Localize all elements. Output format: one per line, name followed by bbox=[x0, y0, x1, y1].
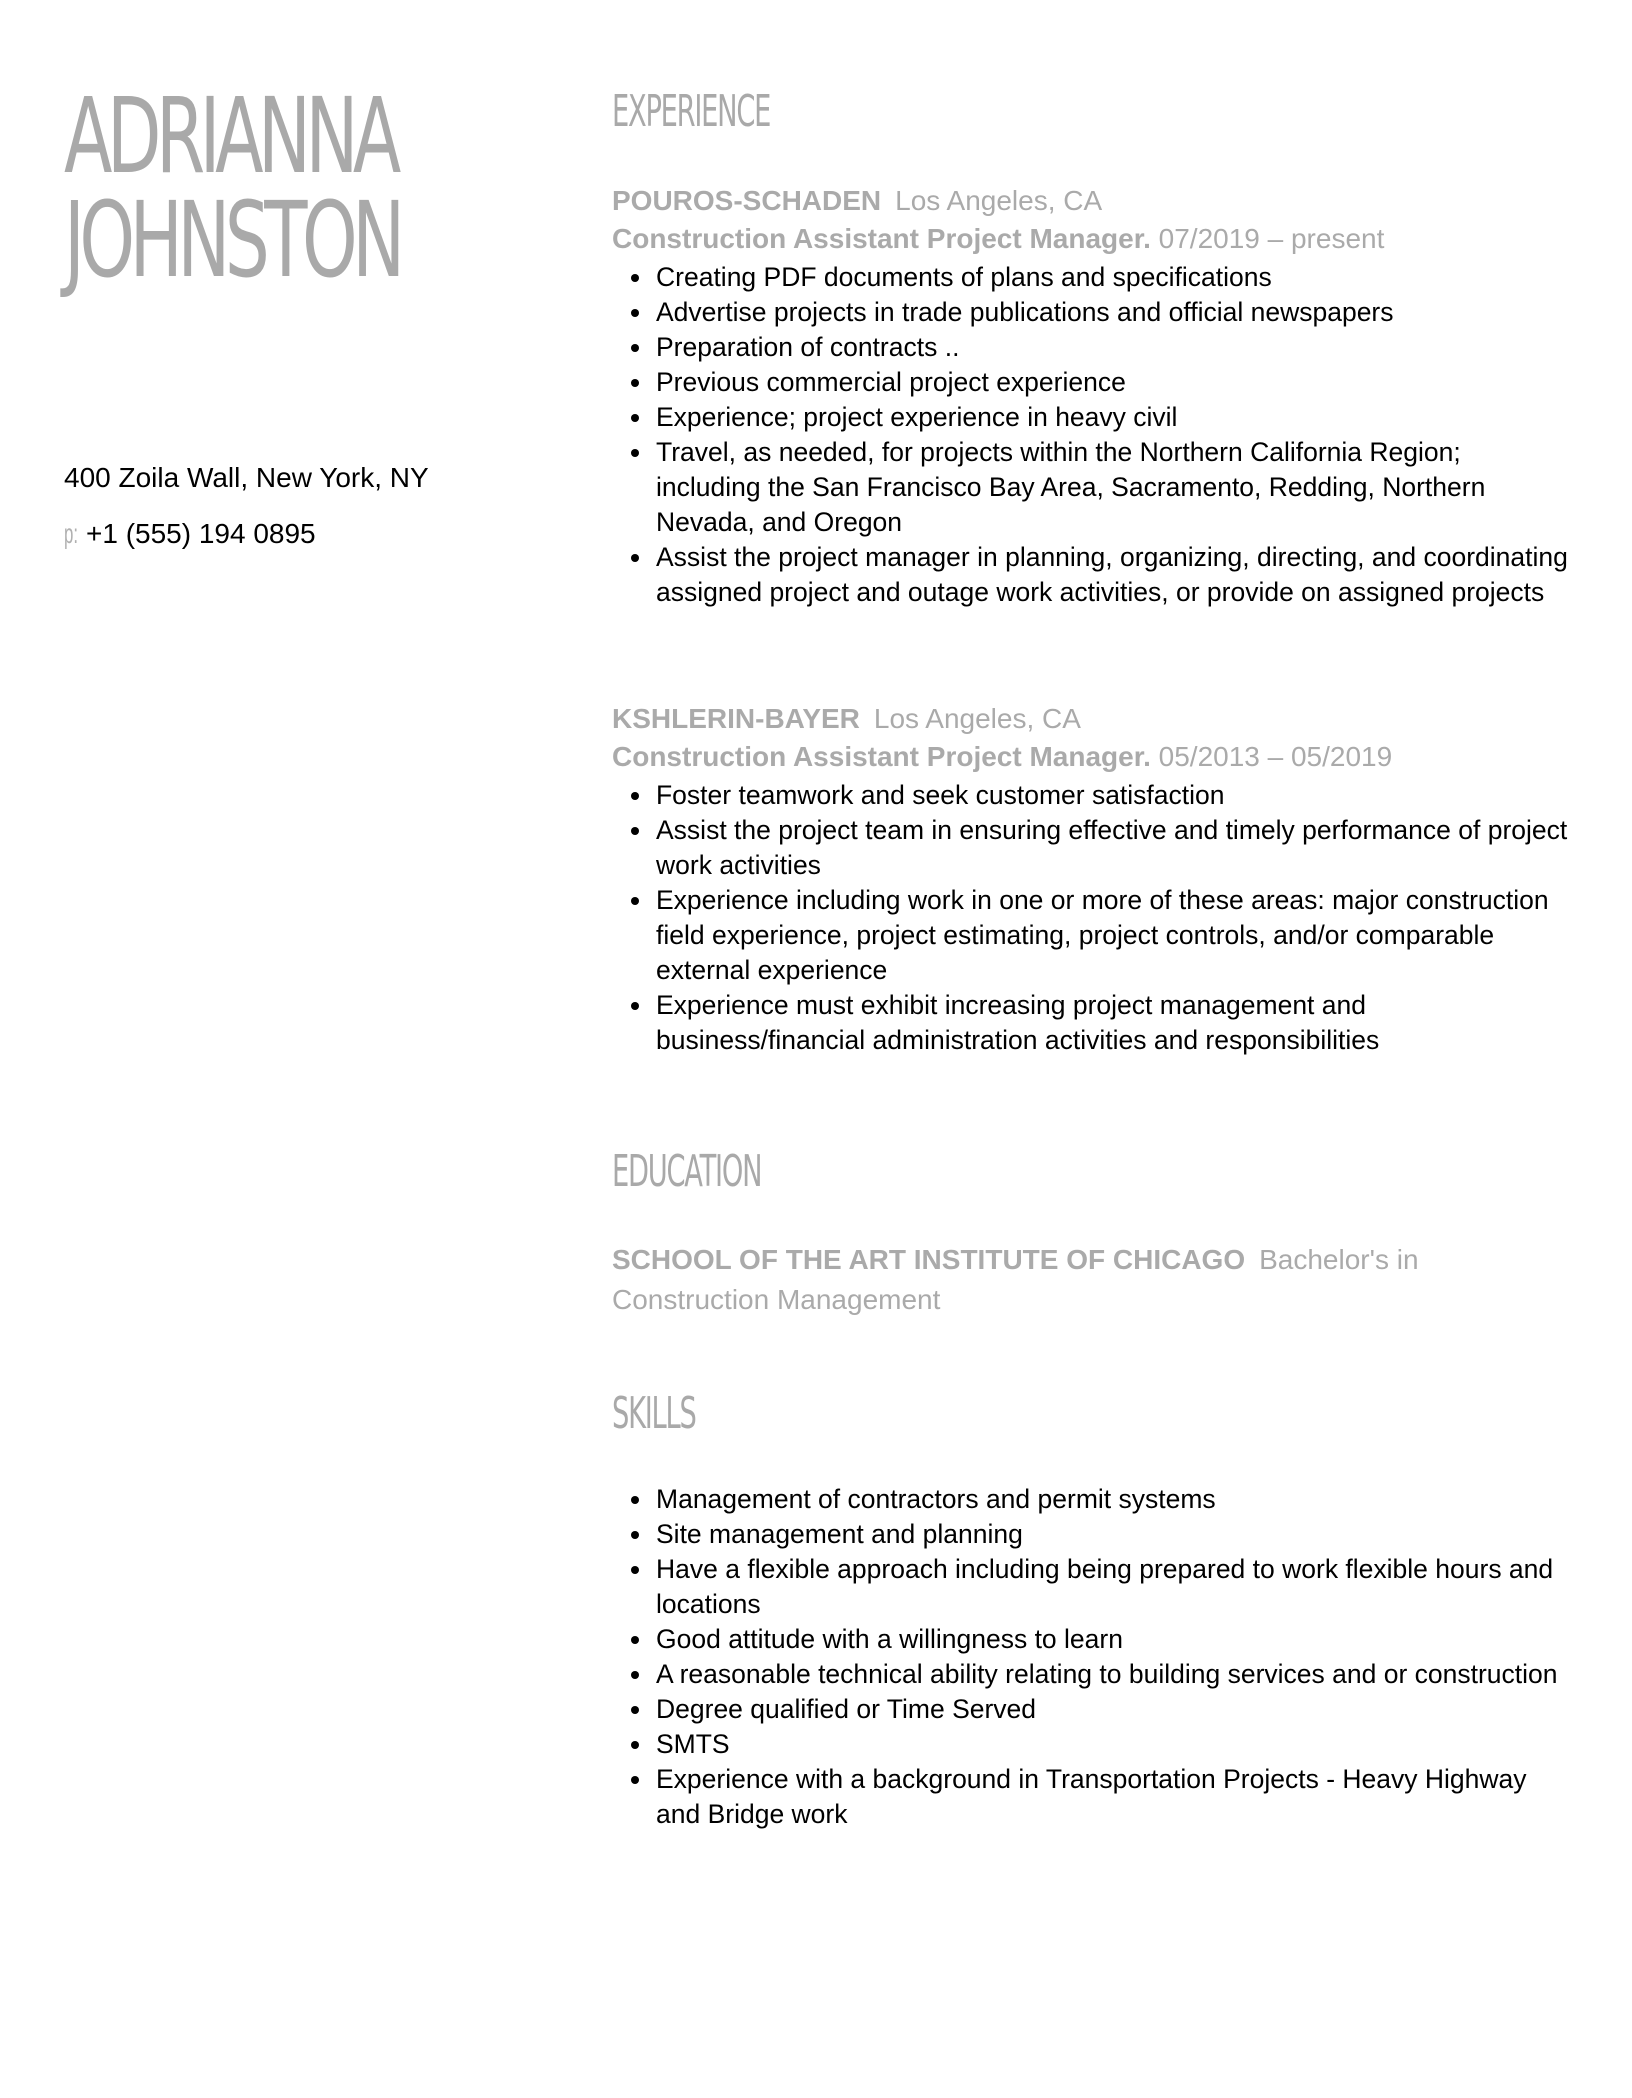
phone-number: +1 (555) 194 0895 bbox=[86, 518, 316, 549]
job-title: Construction Assistant Project Manager. bbox=[612, 223, 1151, 254]
list-item: • A reasonable technical ability relating to building services and or construction bbox=[654, 1657, 1572, 1692]
list-item: • Preparation of contracts .. bbox=[654, 330, 1572, 365]
list-item: • Assist the project manager in planning, organizing, directing, and coordinating assigned project and outage work activities, or provide on assigned projects bbox=[654, 540, 1572, 610]
job-location: Los Angeles, CA bbox=[873, 703, 1081, 734]
job-bullets bbox=[612, 260, 1572, 610]
list-item: • Experience with a background in Transportation Projects - Heavy Highway and Bridge work bbox=[654, 1762, 1572, 1832]
job-title-line bbox=[612, 738, 1572, 776]
education-entry bbox=[612, 1240, 1492, 1320]
name-block bbox=[64, 75, 544, 301]
first-name: ADRIANNA bbox=[64, 75, 396, 197]
phone-label: p: bbox=[64, 518, 79, 549]
job-dates: 07/2019 – present bbox=[1158, 223, 1385, 254]
job-title: Construction Assistant Project Manager. bbox=[612, 741, 1151, 772]
list-item: • Degree qualified or Time Served bbox=[654, 1692, 1572, 1727]
last-name: JOHNSTON bbox=[64, 179, 400, 301]
list-item: • Experience; project experience in heavy civil bbox=[654, 400, 1572, 435]
list-item: • Creating PDF documents of plans and specifications bbox=[654, 260, 1572, 295]
job-location: Los Angeles, CA bbox=[895, 185, 1103, 216]
job-entry bbox=[612, 182, 1572, 610]
list-item: • Previous commercial project experience bbox=[654, 365, 1572, 400]
job-bullets bbox=[612, 778, 1572, 1058]
job-company-line bbox=[612, 182, 1572, 220]
job-company: KSHLERIN-BAYER bbox=[612, 703, 860, 734]
job-company-line bbox=[612, 700, 1572, 738]
list-item: • SMTS bbox=[654, 1727, 1572, 1762]
job-entry bbox=[612, 700, 1572, 1058]
skills-list bbox=[612, 1482, 1572, 1832]
address: 400 Zoila Wall, New York, NY bbox=[64, 462, 429, 493]
list-item: • Management of contractors and permit systems bbox=[654, 1482, 1572, 1517]
school-name: SCHOOL OF THE ART INSTITUTE OF CHICAGO bbox=[612, 1244, 1246, 1275]
list-item: • Site management and planning bbox=[654, 1517, 1572, 1552]
experience-heading: EXPERIENCE bbox=[612, 86, 771, 137]
list-item: • Have a flexible approach including being prepared to work flexible hours and locations bbox=[654, 1552, 1572, 1622]
job-company: POUROS-SCHADEN bbox=[612, 185, 882, 216]
education-heading: EDUCATION bbox=[612, 1146, 762, 1197]
skills-heading: SKILLS bbox=[612, 1388, 696, 1439]
list-item: • Foster teamwork and seek customer satisfaction bbox=[654, 778, 1572, 813]
list-item: • Good attitude with a willingness to learn bbox=[654, 1622, 1572, 1657]
phone-line bbox=[64, 516, 544, 552]
list-item: • Travel, as needed, for projects within the Northern California Region; including the San Francisco Bay Area, Sacramento, Redding, Northern Nevada, and Oregon bbox=[654, 435, 1572, 540]
degree: Bachelor's in Construction Management bbox=[612, 1244, 1419, 1315]
job-title-line bbox=[612, 220, 1572, 258]
job-dates: 05/2013 – 05/2019 bbox=[1158, 741, 1393, 772]
list-item: • Advertise projects in trade publications and official newspapers bbox=[654, 295, 1572, 330]
list-item: • Experience must exhibit increasing project management and business/financial administration activities and responsibilities bbox=[654, 988, 1572, 1058]
list-item: • Assist the project team in ensuring effective and timely performance of project work activities bbox=[654, 813, 1572, 883]
skills-block bbox=[612, 1480, 1572, 1832]
contact-block bbox=[64, 460, 544, 552]
list-item: • Experience including work in one or more of these areas: major construction field experience, project estimating, project controls, and/or comparable external experience bbox=[654, 883, 1572, 988]
